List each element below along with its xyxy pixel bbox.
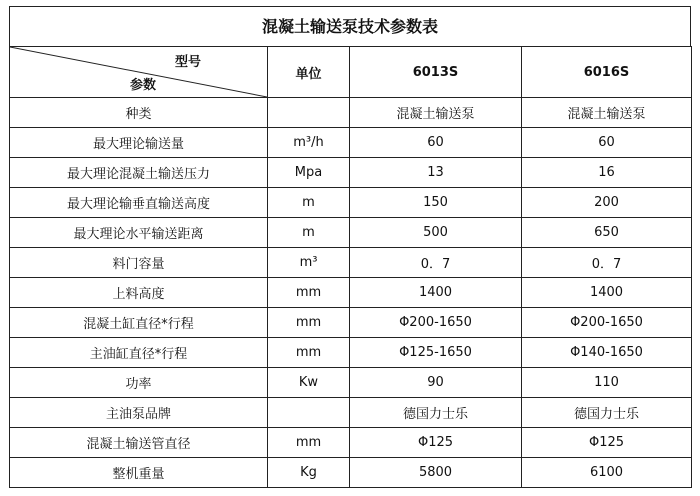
header-corner-cell (10, 47, 268, 98)
value-6016s-cell: 1400 (522, 278, 692, 308)
value-6016s-cell: 0．7 (522, 248, 692, 278)
param-name-cell: 混凝土输送管直径 (10, 428, 268, 458)
param-name-cell: 主油泵品牌 (10, 398, 268, 428)
parameter-table (9, 46, 692, 488)
table-row (10, 308, 692, 338)
value-6013s-cell: 0．7 (350, 248, 522, 278)
table-row (10, 98, 692, 128)
value-6016s-cell: 混凝土输送泵 (522, 98, 692, 128)
value-6013s-cell: 德国力士乐 (350, 398, 522, 428)
value-6013s-cell: 13 (350, 158, 522, 188)
value-6016s-cell: 650 (522, 218, 692, 248)
unit-cell: Kw (268, 368, 350, 398)
value-6013s-cell: Φ200-1650 (350, 308, 522, 338)
unit-cell: Kg (268, 458, 350, 488)
value-6013s-cell: 500 (350, 218, 522, 248)
model-header-6013s: 6013S (350, 47, 522, 98)
value-6016s-cell: 110 (522, 368, 692, 398)
unit-cell (268, 98, 350, 128)
table-row (10, 428, 692, 458)
table-row (10, 248, 692, 278)
value-6016s-cell: 6100 (522, 458, 692, 488)
value-6013s-cell: 150 (350, 188, 522, 218)
value-6013s-cell: 1400 (350, 278, 522, 308)
table-row (10, 218, 692, 248)
value-6016s-cell: Φ200-1650 (522, 308, 692, 338)
param-name-cell: 主油缸直径*行程 (10, 338, 268, 368)
model-label: 型号 (175, 55, 202, 70)
param-name-cell: 最大理论输垂直输送高度 (10, 188, 268, 218)
unit-cell: mm (268, 308, 350, 338)
param-name-cell: 最大理论水平输送距离 (10, 218, 268, 248)
value-6016s-cell: 16 (522, 158, 692, 188)
value-6013s-cell: 60 (350, 128, 522, 158)
unit-header: 单位 (268, 47, 350, 98)
value-6016s-cell: 德国力士乐 (522, 398, 692, 428)
param-name-cell: 料门容量 (10, 248, 268, 278)
param-label: 参数 (130, 78, 157, 93)
value-6013s-cell: 混凝土输送泵 (350, 98, 522, 128)
param-name-cell: 混凝土缸直径*行程 (10, 308, 268, 338)
header-row (10, 47, 692, 98)
param-name-cell: 功率 (10, 368, 268, 398)
table-row (10, 278, 692, 308)
unit-cell: mm (268, 428, 350, 458)
unit-cell: m (268, 218, 350, 248)
value-6016s-cell: Φ140-1650 (522, 338, 692, 368)
value-6013s-cell: Φ125 (350, 428, 522, 458)
unit-cell: m³/h (268, 128, 350, 158)
value-6013s-cell: 90 (350, 368, 522, 398)
spec-sheet (9, 6, 691, 492)
table-row (10, 188, 692, 218)
table-row (10, 458, 692, 488)
value-6013s-cell: 5800 (350, 458, 522, 488)
param-name-cell: 整机重量 (10, 458, 268, 488)
param-name-cell: 种类 (10, 98, 268, 128)
model-header-6016s: 6016S (522, 47, 692, 98)
unit-cell (268, 398, 350, 428)
unit-cell: mm (268, 278, 350, 308)
param-name-cell: 上料高度 (10, 278, 268, 308)
value-6016s-cell: Φ125 (522, 428, 692, 458)
table-row (10, 338, 692, 368)
param-name-cell: 最大理论混凝土输送压力 (10, 158, 268, 188)
table-title: 混凝土输送泵技术参数表 (9, 6, 691, 46)
table-row (10, 398, 692, 428)
unit-cell: mm (268, 338, 350, 368)
table-row (10, 368, 692, 398)
value-6016s-cell: 200 (522, 188, 692, 218)
table-row (10, 128, 692, 158)
value-6016s-cell: 60 (522, 128, 692, 158)
unit-cell: Mpa (268, 158, 350, 188)
value-6013s-cell: Φ125-1650 (350, 338, 522, 368)
param-name-cell: 最大理论输送量 (10, 128, 268, 158)
unit-cell: m³ (268, 248, 350, 278)
unit-cell: m (268, 188, 350, 218)
table-row (10, 158, 692, 188)
